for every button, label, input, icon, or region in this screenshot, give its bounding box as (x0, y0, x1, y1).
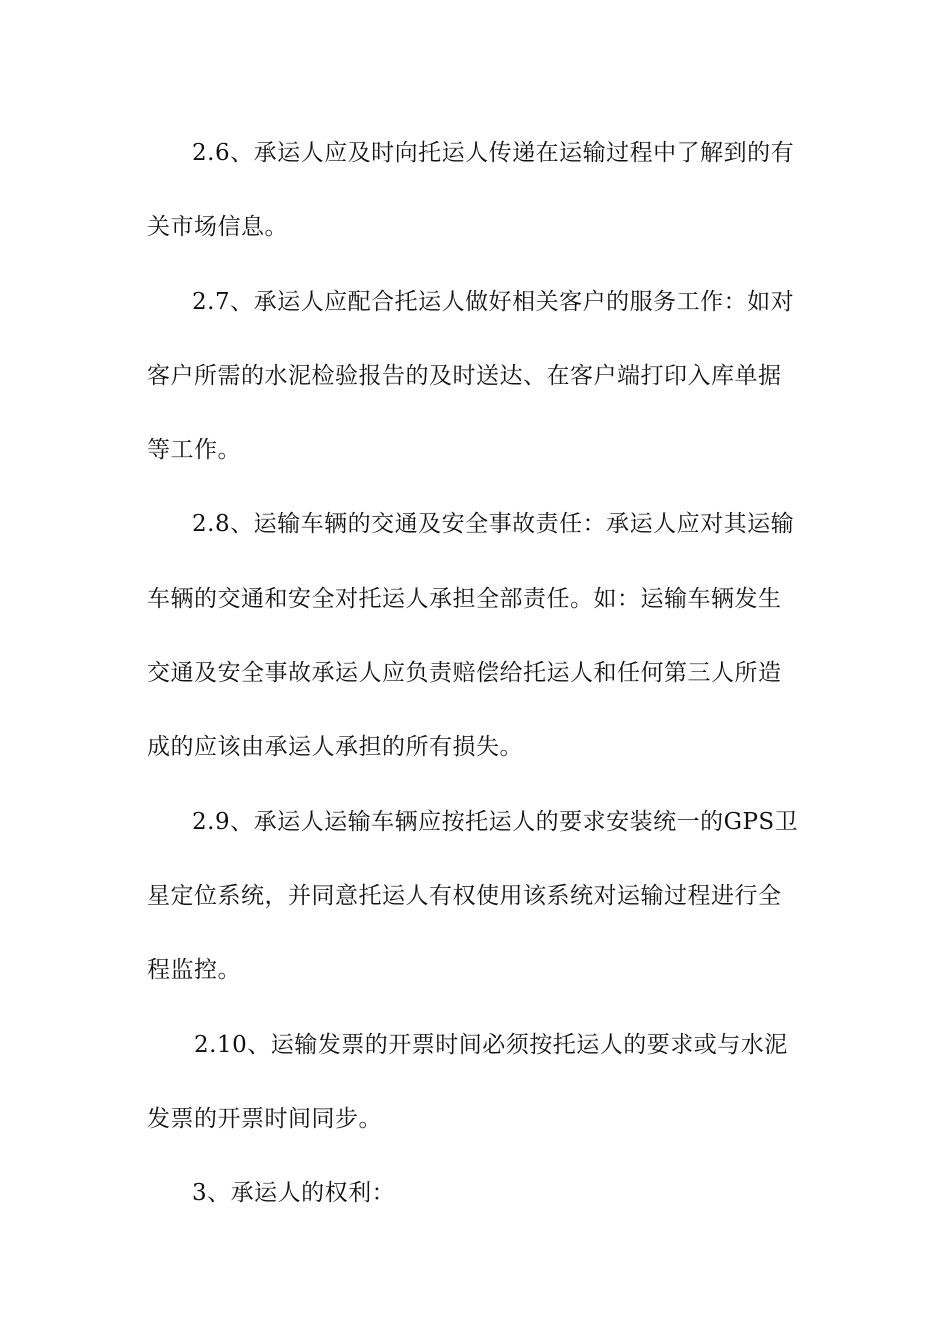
paragraph-2-6-line-1: 2.6、承运人应及时向托运人传递在运输过程中了解到的有 (192, 140, 795, 166)
paragraph-2-7-line-2: 客户所需的水泥检验报告的及时送达、在客户端打印入库单据 (147, 363, 782, 389)
paragraph-2-8-line-1: 2.8、运输车辆的交通及安全事故责任：承运人应对其运输 (192, 511, 795, 537)
paragraph-2-9-line-3: 程监控。 (147, 957, 241, 983)
paragraph-2-7-line-3: 等工作。 (147, 437, 241, 463)
paragraph-2-10-line-2: 发票的开票时间同步。 (147, 1106, 382, 1132)
paragraph-2-8-line-4: 成的应该由承运人承担的所有损失。 (147, 734, 523, 760)
paragraph-2-8-line-3: 交通及安全事故承运人应负责赔偿给托运人和任何第三人所造 (147, 660, 782, 686)
paragraph-2-9-line-2: 星定位系统，并同意托运人有权使用该系统对运输过程进行全 (147, 883, 782, 909)
section-3-heading: 3、承运人的权利： (192, 1180, 396, 1206)
paragraph-2-7-line-1: 2.7、承运人应配合托运人做好相关客户的服务工作：如对 (192, 289, 795, 315)
paragraph-2-8-line-2: 车辆的交通和安全对托运人承担全部责任。如：运输车辆发生 (147, 586, 782, 612)
paragraph-2-6-line-2: 关市场信息。 (147, 214, 288, 240)
paragraph-2-10-line-1: 2.10、运输发票的开票时间必须按托运人的要求或与水泥 (194, 1032, 788, 1058)
paragraph-2-9-line-1: 2.9、承运人运输车辆应按托运人的要求安装统一的GPS卫 (192, 809, 799, 835)
